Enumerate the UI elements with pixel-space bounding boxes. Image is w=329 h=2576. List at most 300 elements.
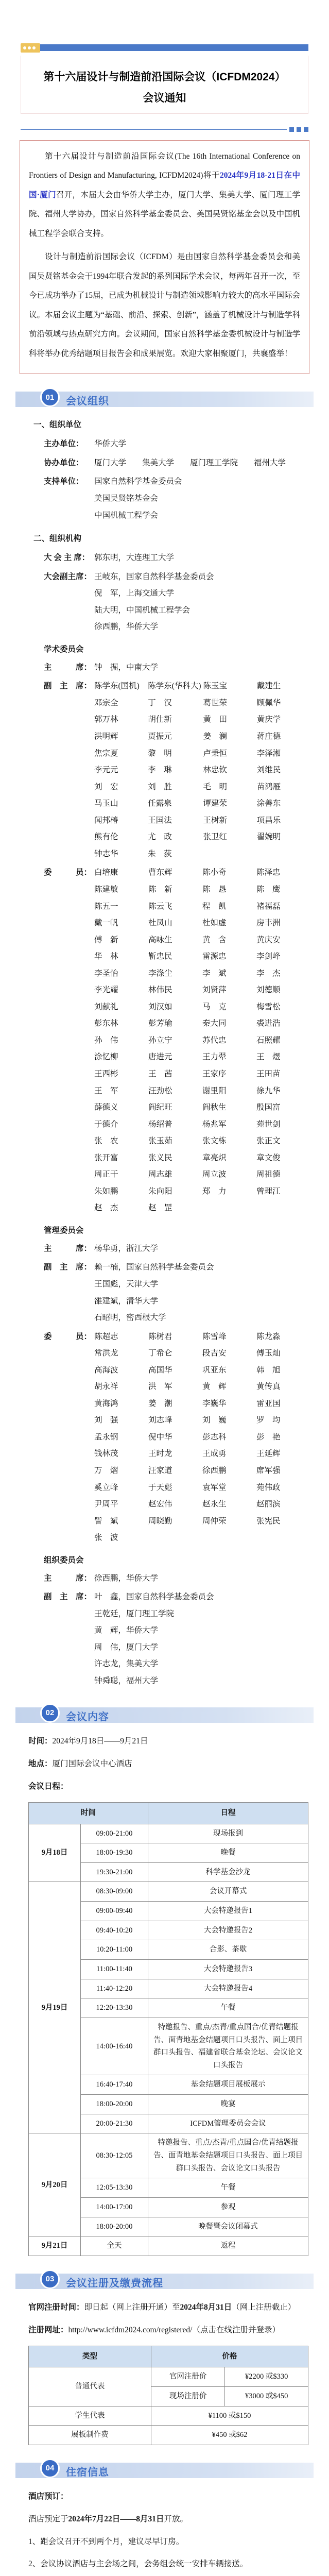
- member-name: 张宪民: [256, 1516, 281, 1526]
- schedule-item: 大会特邀报告4: [148, 1979, 308, 1998]
- registration-time: 官网注册时间：即日起（网上注册开通）至2024年8月31日（网上注册截止）: [28, 2302, 296, 2312]
- schedule-time: 09:00-09:40: [81, 1902, 148, 1921]
- member-name: 段吉安: [202, 1349, 227, 1358]
- member-name: 刘 巍: [202, 1416, 227, 1425]
- committee-heading: 组织委员会: [44, 1555, 84, 1565]
- member-name: 刘维民: [256, 766, 281, 775]
- row-label: 副 主 席：: [44, 1592, 92, 1602]
- member-name: 倪中华: [148, 1432, 172, 1442]
- blue-bar: [26, 44, 308, 51]
- row-label: 主 席：: [44, 1573, 92, 1583]
- member-name: 席军强: [256, 1466, 281, 1475]
- schedule-item: 返程: [148, 2236, 308, 2256]
- member-name: 周晓勤: [148, 1516, 172, 1526]
- row-value: [94, 659, 308, 676]
- subsection-heading: 二、组织机构: [33, 534, 82, 544]
- divider-square: [289, 127, 294, 132]
- row-value: [94, 1241, 308, 1258]
- committee-heading: 管理委员会: [44, 1226, 84, 1235]
- schedule-time: 14:00-17:00: [81, 2197, 148, 2217]
- info-row: [44, 1589, 308, 1689]
- value-line: 王岐东，国家自然科学基金委员会: [94, 572, 214, 581]
- meeting-place: 地点：厦门国际会议中心酒店: [28, 1759, 132, 1768]
- row-value: [94, 1259, 308, 1326]
- row-value: [94, 569, 308, 636]
- info-row: [44, 473, 308, 524]
- info-row: [44, 1259, 308, 1326]
- value-line: 陆大明，中国机械工程学会: [94, 605, 191, 615]
- member-name: 姜 潮: [148, 1399, 172, 1408]
- member-name: 朱向阳: [148, 1187, 172, 1196]
- member-name: 谢里阳: [202, 1086, 227, 1095]
- member-name: 钱林茂: [94, 1449, 118, 1459]
- member-name: 李元元: [94, 766, 118, 775]
- member-name: 傅 新: [94, 935, 118, 944]
- name-grid: [94, 865, 308, 1216]
- member-name: 周仲荣: [202, 1516, 227, 1526]
- member-name: 徐西鹏: [202, 1466, 227, 1475]
- section-03-content: [21, 2300, 308, 2445]
- value-line: 国家自然科学基金委员会: [94, 477, 182, 486]
- member-name: 杨兆军: [202, 1120, 227, 1129]
- member-name: 陈学东(华科大): [148, 682, 201, 691]
- member-name: 丁 汉: [148, 698, 172, 707]
- member-name: 彭 艳: [256, 1432, 281, 1442]
- value-line: 钟 掘，中南大学: [94, 663, 159, 672]
- member-name: 张卫红: [203, 833, 228, 842]
- member-name: 翟婉明: [256, 833, 281, 842]
- section-title: 会议内容: [66, 1711, 109, 1723]
- member-name: 葛世荣: [203, 698, 228, 707]
- member-name: 周正干: [94, 1170, 118, 1179]
- member-name: 雷源忠: [202, 952, 227, 961]
- section-header-02: [0, 1703, 329, 1726]
- member-name: 于德介: [94, 1120, 118, 1129]
- hotel-notes: [21, 2534, 308, 2576]
- member-name: 王家序: [202, 1069, 227, 1078]
- fee-col-price: 价格: [151, 2346, 308, 2367]
- member-name: 曾理江: [256, 1187, 281, 1196]
- member-name: 刘贤萍: [202, 986, 227, 995]
- row-label: 副 主 席：: [44, 682, 92, 691]
- value-line: 徐西鹏，华侨大学: [94, 1573, 159, 1583]
- member-name: 陈雪峰: [202, 1332, 227, 1341]
- schedule-col-agenda: 日程: [148, 1802, 308, 1824]
- member-name: 刘汉如: [148, 1002, 172, 1011]
- registration-link[interactable]: http://www.icfdm2024.com/registered/: [68, 2326, 193, 2335]
- member-name: 杜如虚: [202, 919, 227, 928]
- schedule-col-time: 时间: [29, 1802, 148, 1824]
- member-name: 张 波: [94, 1533, 118, 1543]
- intro-paragraph-1: 第十六届设计与制造前沿国际会议(The 16th International Conference on Frontiers of Design and Manufacturing, ICFDM2024)将于2024年9月18-21日在中国·厦门召开，本届大会由华侨大学主办，厦门大学、集美大学、厦门理工学院、福州大学协办，国家自然科学基金委员会、美国吴贤铭基金会以及中国机械工程学会联合支持。: [29, 151, 301, 238]
- row-label: 主 席：: [44, 1244, 92, 1253]
- member-name: 刘献礼: [94, 1002, 118, 1011]
- member-name: 王时龙: [148, 1449, 172, 1459]
- member-name: 于天彪: [148, 1483, 172, 1492]
- member-name: 陈学东(国机): [94, 682, 140, 691]
- member-name: 王田苗: [256, 1069, 281, 1078]
- member-name: 熊有伦: [94, 833, 118, 842]
- member-name: 韩 旭: [256, 1365, 281, 1375]
- member-name: 彭志科: [202, 1432, 227, 1442]
- schedule-item: 会议开幕式: [148, 1882, 308, 1902]
- member-name: 陈树君: [148, 1332, 172, 1341]
- member-name: 程 凯: [202, 902, 227, 911]
- divider: [21, 127, 308, 132]
- member-name: 张 农: [94, 1137, 118, 1146]
- schedule-item: 参观: [148, 2197, 308, 2217]
- member-name: 黄 含: [202, 935, 227, 944]
- schedule-item: 特邀报告、重点/杰青/重点国合/优青结题报告、面青地基金结题项目口头报告、面上项目群口头报告、福建省联合基金论坛、会议论文口头报告: [148, 2018, 308, 2075]
- schedule-item: 科学基金沙龙: [148, 1862, 308, 1882]
- schedule-row: [29, 1824, 308, 1843]
- member-name: 卢秉恒: [203, 749, 228, 758]
- member-name: 周立波: [202, 1170, 227, 1179]
- info-row: [44, 1241, 308, 1258]
- member-name: 马玉山: [94, 799, 118, 808]
- member-name: 奚立峰: [94, 1483, 118, 1492]
- row-label: 主 席：: [44, 663, 92, 672]
- member-name: 郑 力: [202, 1187, 227, 1196]
- member-name: 项昌乐: [256, 816, 281, 825]
- schedule-item: 大会特邀报告1: [148, 1902, 308, 1921]
- member-name: 靳忠民: [148, 952, 172, 961]
- section-header-04: [0, 2459, 329, 2481]
- value-line: 厦门大学 集美大学 厦门理工学院 福州大学: [94, 458, 286, 467]
- member-name: 高国华: [148, 1365, 172, 1375]
- schedule-row: [29, 2133, 308, 2178]
- value-line: 周 伟，厦门大学: [94, 1642, 159, 1652]
- schedule-date: 9月20日: [29, 2133, 81, 2236]
- value-line: 王乾廷，厦门理工学院: [94, 1609, 175, 1618]
- member-name: 殷国富: [256, 1103, 281, 1112]
- schedule-table: [28, 1802, 308, 2256]
- fee-type: 学生代表: [29, 2406, 151, 2426]
- schedule-time: 10:20-11:00: [81, 1940, 148, 1960]
- value-line: 郭东明，大连理工大学: [94, 553, 175, 563]
- member-name: 涂善东: [256, 799, 281, 808]
- meeting-time: 时间：2024年9月18日——9月21日: [28, 1736, 148, 1745]
- member-name: 薛德义: [94, 1103, 118, 1112]
- member-name: 陈超志: [94, 1332, 118, 1341]
- member-name: 石照耀: [256, 1036, 281, 1045]
- member-name: 孟永钢: [94, 1432, 118, 1442]
- intro-paragraph-2: 设计与制造前沿国际会议（ICFDM）是由国家自然科学基金委员会和美国吴贤铭基金会于1994年联合发起的系列国际学术会议，每两年召开一次，至今已成功举办了15届，已成为机械设计与制造领域影响力较大的高水平国际会议。本届会议主题为“基础、前沿、探索、创新”，涵盖了机械设计与制造学科前沿领域与热点研究方向。会议期间，国家自然科学基金委机械设计与制造学科将举办优秀结题项目报告会和成果展览。欢迎大家相聚厦门，共襄盛举！: [29, 252, 301, 358]
- member-name: 林忠钦: [203, 766, 228, 775]
- name-grid: [94, 678, 308, 862]
- row-value: [94, 1570, 308, 1587]
- member-name: 袁军堂: [202, 1483, 227, 1492]
- row-value: [94, 865, 308, 1216]
- member-name: 苑世剑: [256, 1120, 281, 1129]
- row-label: 大 会 主 席：: [44, 553, 90, 563]
- schedule-time: 18:00-20:00: [81, 2217, 148, 2236]
- member-name: 尹周平: [94, 1500, 118, 1509]
- note-line: 2、会议协议酒店与主会场之间，会务组会统一安排车辆接送。: [28, 2559, 248, 2568]
- member-name: 巩亚东: [202, 1365, 227, 1375]
- value-line: 美国吴贤铭基金会: [94, 494, 159, 503]
- member-name: 彭芳瑜: [148, 1019, 172, 1028]
- member-name: 傅玉灿: [256, 1349, 281, 1358]
- value-line: 雒建斌，清华大学: [94, 1296, 159, 1306]
- member-name: 苑伟政: [256, 1483, 281, 1492]
- value-line: 石昭明，密西根大学: [94, 1313, 166, 1323]
- title-box: [21, 56, 308, 114]
- member-name: 阎纪旺: [148, 1103, 172, 1112]
- section-04-content: [21, 2489, 308, 2576]
- schedule-item: 基金结题项目展板展示: [148, 2075, 308, 2095]
- member-name: 房丰洲: [256, 919, 281, 928]
- schedule-time: 11:40-12:20: [81, 1979, 148, 1998]
- member-name: 刘 胜: [148, 782, 172, 791]
- value-line: 杨华勇，浙江大学: [94, 1244, 159, 1253]
- schedule-time: 19:30-21:00: [81, 1862, 148, 1882]
- schedule-item: 晚餐暨会议闭幕式: [148, 2217, 308, 2236]
- schedule-date: 9月18日: [29, 1824, 81, 1882]
- schedule-item: 特邀报告、重点/杰青/重点国合/优青结题报告、面青地基金结题项目口头报告、面上项目群口头报告、会议论文口头报告: [148, 2133, 308, 2178]
- value-line: 王国彪，天津大学: [94, 1279, 159, 1289]
- info-row: [44, 455, 308, 472]
- schedule-time: 12:20-13:30: [81, 1998, 148, 2018]
- value-line: 中国机械工程学会: [94, 511, 159, 520]
- member-name: 万 熠: [94, 1466, 118, 1475]
- member-name: 戴建生: [256, 682, 281, 691]
- member-name: 张文栋: [202, 1137, 227, 1146]
- member-name: 胡仕新: [148, 715, 172, 724]
- member-name: 蒋庄德: [256, 732, 281, 741]
- fee-subtype: 现场注册价: [151, 2387, 225, 2406]
- window-dot-icon: [32, 46, 36, 49]
- member-name: 周志雄: [148, 1170, 172, 1179]
- fee-price: ¥2200 或$330: [225, 2367, 308, 2387]
- registration-url-line: 注册网址：http://www.icfdm2024.com/registered/（点击在线注册并登录）: [28, 2326, 280, 2335]
- info-row: [44, 1329, 308, 1547]
- organizing-committee: [21, 1570, 308, 1690]
- member-name: 任露泉: [148, 799, 172, 808]
- row-label: 协办单位：: [44, 458, 84, 467]
- member-name: 周祖德: [256, 1170, 281, 1179]
- member-name: 黄海鸿: [94, 1399, 118, 1408]
- member-name: 李剑峰: [256, 952, 281, 961]
- hotel-open-dates: 酒店预定于2024年7月22日——8月31日开放。: [28, 2515, 188, 2524]
- member-name: 贾振元: [148, 732, 172, 741]
- info-row: [44, 865, 308, 1216]
- section-title: 会议注册及缴费流程: [66, 2277, 163, 2289]
- schedule-time: 08:30-12:05: [81, 2133, 148, 2178]
- member-name: 王 茜: [148, 1069, 172, 1078]
- section-number-badge: 04: [40, 2459, 60, 2478]
- highlight-date: 2024年9月18-21日在中国·厦门: [29, 171, 300, 199]
- row-value: [94, 436, 308, 453]
- schedule-item: 大会特邀报告2: [148, 1921, 308, 1940]
- row-label: 大会副主席：: [44, 572, 92, 581]
- note-line: 1、距会议召开不到两个月，建议尽早订房。: [28, 2537, 184, 2546]
- value-line: 华侨大学: [94, 439, 127, 449]
- member-name: 赵永生: [202, 1500, 227, 1509]
- member-name: 赵宏伟: [148, 1500, 172, 1509]
- schedule-date: 9月21日: [29, 2236, 81, 2256]
- page-title-line1: 第十六届设计与制造前沿国际会议（ICFDM2024）: [43, 71, 286, 83]
- member-name: 邓宗全: [94, 698, 118, 707]
- member-name: 訾 斌: [94, 1516, 118, 1526]
- decorative-window-bar: [21, 43, 308, 53]
- member-name: 黄 辉: [202, 1382, 227, 1392]
- info-row: [44, 1570, 308, 1587]
- committee-leadership: [21, 550, 308, 636]
- academic-committee: [21, 659, 308, 1217]
- member-name: 张玉茹: [148, 1137, 172, 1146]
- member-name: 杜凤山: [148, 919, 172, 928]
- member-name: 陈泽忠: [256, 868, 281, 877]
- member-name: 闻邦椿: [94, 816, 118, 825]
- schedule-item: 晚餐: [148, 1843, 308, 1863]
- member-name: 白培康: [94, 868, 118, 877]
- member-name: 阎秋生: [202, 1103, 227, 1112]
- row-label: 委 员：: [44, 1332, 92, 1341]
- member-name: 褚福磊: [256, 902, 281, 911]
- info-row: [44, 550, 308, 567]
- member-name: 苏代忠: [202, 1036, 227, 1045]
- row-value: [94, 678, 308, 862]
- member-name: 王延辉: [256, 1449, 281, 1459]
- member-name: 陈 恳: [202, 885, 227, 894]
- member-name: 顾佩华: [256, 698, 281, 707]
- value-line: 徐西鹏，华侨大学: [94, 622, 159, 632]
- member-name: 姜 澜: [203, 732, 228, 741]
- member-name: 孙 伟: [94, 1036, 118, 1045]
- schedule-row: [29, 1882, 308, 1902]
- member-name: 钟志华: [94, 849, 118, 858]
- member-name: 陈 新: [148, 885, 172, 894]
- fee-price: ¥3000 或$450: [225, 2387, 308, 2406]
- divider-square: [304, 127, 308, 132]
- member-name: 华 林: [94, 952, 118, 961]
- info-row: [44, 569, 308, 636]
- member-name: 焦宗夏: [94, 749, 118, 758]
- member-name: 陈小奇: [202, 868, 227, 877]
- value-line: 叶 鑫，国家自然科学基金委员会: [94, 1592, 214, 1602]
- member-name: 黄传真: [256, 1382, 281, 1392]
- member-name: 汪劲松: [148, 1086, 172, 1095]
- schedule-time: 09:00-21:00: [81, 1824, 148, 1843]
- row-value: [94, 550, 308, 567]
- fee-subtype: 官网注册价: [151, 2367, 225, 2387]
- schedule-time: 20:00-21:30: [81, 2114, 148, 2133]
- member-name: 毛 明: [203, 782, 228, 791]
- member-name: 刘德顺: [256, 986, 281, 995]
- section-number-badge: 02: [40, 1703, 60, 1723]
- schedule-label: 会议日程：: [28, 1782, 68, 1791]
- page-title-line2: 会议通知: [143, 92, 186, 104]
- member-name: 陈 鹰: [256, 885, 281, 894]
- value-line: 许志龙，集美大学: [94, 1659, 159, 1669]
- row-value: [94, 1329, 308, 1547]
- member-name: 陈五一: [94, 902, 118, 911]
- member-name: 王 煜: [256, 1053, 281, 1062]
- member-name: 李泽湘: [256, 749, 281, 758]
- window-controls: [21, 43, 40, 53]
- schedule-row: [29, 2236, 308, 2256]
- member-name: 郭万林: [94, 715, 118, 724]
- member-name: 孙立宁: [148, 1036, 172, 1045]
- section-header-03: [0, 2269, 329, 2292]
- member-name: 常洪龙: [94, 1349, 118, 1358]
- schedule-time: 11:00-11:40: [81, 1960, 148, 1979]
- value-line: 黄 辉，华侨大学: [94, 1626, 159, 1635]
- member-name: 秦大同: [202, 1019, 227, 1028]
- member-name: 章文俊: [256, 1153, 281, 1162]
- member-name: 刘 宏: [94, 782, 118, 791]
- member-name: 黄庆学: [256, 715, 281, 724]
- member-name: 王树新: [203, 816, 228, 825]
- member-name: 苗鸿雁: [256, 782, 281, 791]
- section-title: 会议组织: [66, 396, 109, 408]
- member-name: 梅雪松: [256, 1002, 281, 1011]
- fee-type: 普通代表: [29, 2367, 151, 2406]
- section-01-content: [21, 418, 308, 1689]
- value-line: 倪 军，上海交通大学: [94, 589, 175, 598]
- member-name: 雷亚国: [256, 1399, 281, 1408]
- row-label: 支持单位：: [44, 477, 84, 486]
- fee-price: ¥1100 或$150: [151, 2406, 308, 2426]
- name-grid: [94, 1329, 308, 1547]
- window-dot-icon: [23, 46, 26, 49]
- member-name: 杨绍普: [148, 1120, 172, 1129]
- member-name: 马 克: [202, 1002, 227, 1011]
- member-name: 朱 荻: [148, 849, 172, 858]
- value-line: 赖一楠，国家自然科学基金委员会: [94, 1263, 214, 1272]
- member-name: 刘志峰: [148, 1416, 172, 1425]
- member-name: 李圣怡: [94, 969, 118, 978]
- member-name: 尤 政: [148, 833, 172, 842]
- fee-row: [29, 2426, 308, 2445]
- member-name: 洪明辉: [94, 732, 118, 741]
- member-name: 曹东辉: [148, 868, 172, 877]
- member-name: 陈玉宝: [203, 682, 228, 691]
- fee-row: [29, 2406, 308, 2426]
- member-name: 徐九华: [256, 1086, 281, 1095]
- member-name: 黎 明: [148, 749, 172, 758]
- schedule-item: 午餐: [148, 1998, 308, 2018]
- member-name: 丁希仑: [148, 1349, 172, 1358]
- info-row: [44, 436, 308, 453]
- member-name: 王 军: [94, 1086, 118, 1095]
- member-name: 王国法: [148, 816, 172, 825]
- schedule-time: 18:00-19:30: [81, 1843, 148, 1863]
- subsection-heading: 一、组织单位: [33, 420, 82, 430]
- schedule-date: 9月19日: [29, 1882, 81, 2133]
- schedule-item: ICFDM管理委员会会议: [148, 2114, 308, 2133]
- fee-type: 展板制作费: [29, 2426, 151, 2445]
- member-name: 张义民: [148, 1153, 172, 1162]
- row-value: [94, 455, 308, 472]
- member-name: 刘 强: [94, 1416, 118, 1425]
- member-name: 赵 杰: [94, 1204, 118, 1213]
- member-name: 胡永祥: [94, 1382, 118, 1392]
- schedule-item: 现场报到: [148, 1824, 308, 1843]
- info-row: [44, 678, 308, 862]
- member-name: 朱如鹏: [94, 1187, 118, 1196]
- committee-heading: 学术委员会: [44, 645, 84, 654]
- member-name: 张开富: [94, 1153, 118, 1162]
- schedule-time: 18:00-20:00: [81, 2095, 148, 2114]
- section-header-01: [0, 387, 329, 410]
- member-name: 戴一帆: [94, 919, 118, 928]
- member-name: 赵 罡: [148, 1204, 172, 1213]
- schedule-time: 全天: [81, 2236, 148, 2256]
- registration-deadline: 2024年8月31日: [180, 2302, 232, 2312]
- schedule-time: 08:30-09:00: [81, 1882, 148, 1902]
